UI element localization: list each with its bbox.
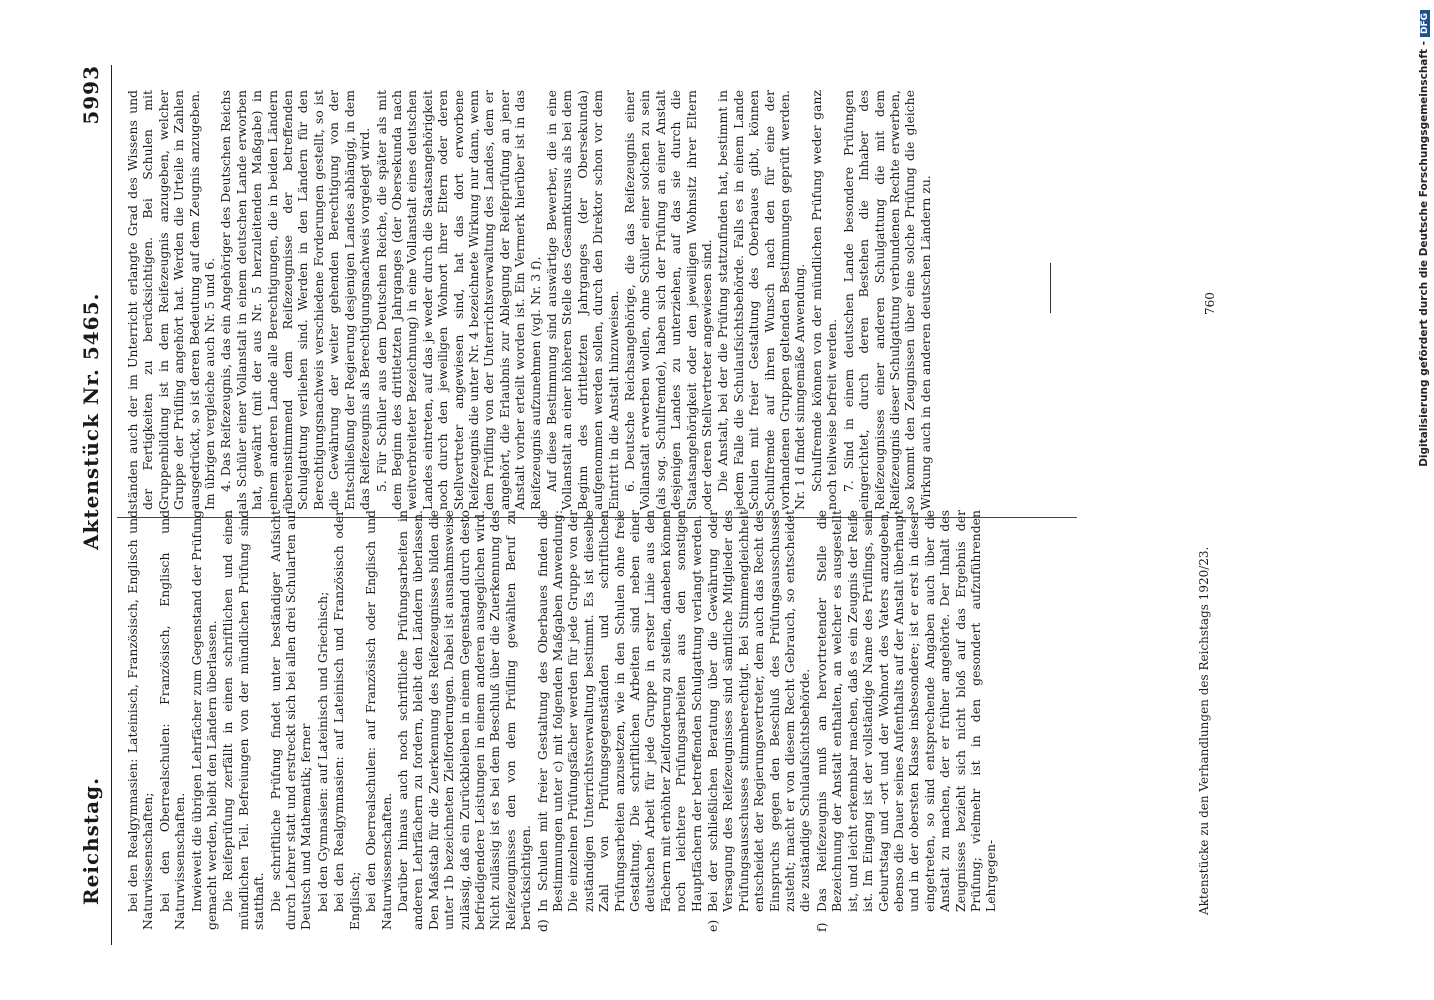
header-left: Reichstag.	[79, 776, 103, 905]
list-item	[814, 510, 999, 930]
list-text: In Schulen mit freier Gestaltung des Oberbaues finden die Bestimmungen unter c) mit folgenden Maßgaben Anwendung: Die einzelnen Prüfungsfächer werden für jede Gruppe von der zuständigen Unterrichtsverwaltung bestimmt. Es ist dieselbe Zahl von Prüfungsgegenständen und schriftlichen Prüfungsarbeiten anzusetzen, wie in den Schulen ohne freie Gestaltung. Die schriftlichen Arbeiten sind neben einer deutschen Arbeit für jede Gruppe in erster Linie aus den Fächern mit erhöhter Zielforderung zu stellen, daneben können noch leichtere Prüfungsarbeiten aus den sonstigen Hauptfächern der betreffenden Schulgattung verlangt werden.	[534, 510, 704, 912]
paragraph: 4. Das Reifezeugnis, das ein Angehöriger des Deutschen Reichs als Schüler einer Vollanstalt in einem deutschen Lande erworben hat, gewährt (mit der aus Nr. 5 herzuleitenden Maßgabe) in einem anderen Lande alle Berechtigungen, die in beiden Ländern übereinstimmend dem Reifezeugnisse der betreffenden Schulgattung verliehen sind. Werden in den Ländern für den Berechtigungsnachweis verschiedene Forderungen gestellt, so ist die Gewährung der weiter gehenden Berechtigung von der Entschließung der Regierung desjenigen Landes abhängig, in dem das Reifezeugnis als Berechtigungsnachweis vorgelegt wird.	[218, 90, 373, 510]
paragraph: 6. Deutsche Reichsangehörige, die das Reifezeugnis einer Vollanstalt erwerben wollen, ohne Schüler einer solchen zu sein (als sog. Schulfremde), haben sich der Prüfung an einer Anstalt desjenigen Landes zu unterziehen, auf das sie durch die Staatsangehörigkeit oder den jeweiligen Wohnsitz ihrer Eltern oder deren Stellvertreter angewiesen sind.	[622, 90, 715, 510]
list-marker: d)	[534, 919, 550, 932]
paragraph: Inwieweit die übrigen Lehrfächer zum Gegenstand der Prüfung gemacht werden, bleibt den Ländern überlassen.	[188, 510, 220, 930]
list-marker: f)	[813, 922, 829, 932]
paragraph: bei den Oberrealschulen: Französisch, Englisch und Naturwissenschaften.	[156, 510, 188, 930]
paragraph: ständen auch der im Unterricht erlangte Grad des Wissens und der Fertigkeiten zu berücksichtigen. Bei Schulen mit Gruppenbildung ist in dem Reifezeugnis anzugeben, welcher Gruppe der Prüfling angehört hat. Werden die Urteile in Zahlen ausgedrückt, so ist deren Bedeutung auf dem Zeugnis anzugeben. Im übrigen vergleiche auch Nr. 5 und 6.	[125, 90, 218, 510]
list-marker: e)	[705, 919, 721, 932]
header-title: Aktenstück Nr. 5465.	[79, 292, 103, 550]
paragraph: bei den Oberrealschulen: auf Französisch oder Englisch und Naturwissenschaften.	[363, 510, 394, 930]
paragraph: Die schriftliche Prüfung findet unter beständiger Aufsicht durch Lehrer statt und erstreckt sich bei allen drei Schularten auf Deutsch und Mathematik; ferner	[267, 510, 314, 930]
page-footer: Aktenstücke zu den Verhandlungen des Reichstags 1920/23.	[1197, 546, 1211, 915]
list-item	[705, 510, 813, 930]
list-item	[535, 510, 704, 930]
page-header	[75, 65, 112, 945]
paragraph: bei den Realgymnasien: Lateinisch, Französisch, Englisch und Naturwissenschaften;	[125, 510, 156, 930]
rotated-document-page	[75, 55, 1255, 955]
list-text: Bei der schließlichen Beratung über die Gewährung oder Versagung des Reifezeugnisses sind sämtliche Mitglieder des Prüfungsausschusses stimmberechtigt. Bei Stimmengleichheit entscheidet der Regierungsvertreter, dem auch das Recht des Einspruchs gegen den Beschluß des Prüfungsausschusses zusteht; macht er von diesem Recht Gebrauch, so entscheidet die zuständige Schulaufsichtsbehörde.	[705, 510, 813, 912]
footer-page-number: 760	[1203, 292, 1217, 315]
header-page-number: 5993	[79, 65, 103, 125]
digitization-credit	[1418, 10, 1432, 990]
paragraph: Die Anstalt, bei der die Prüfung stattzufinden hat, bestimmt in jedem Falle die Schulaufsichtsbehörde. Falls es in einem Lande Schulen mit freier Gestaltung des Oberbaues gibt, können Schulfremde auf ihren Wunsch nach den für eine der vorhandenen Gruppen geltenden Bestimmungen geprüft werden. Nr. 1 d findet sinngemäße Anwendung.	[715, 90, 808, 510]
paragraph: Die Reifeprüfung zerfällt in einen schriftlichen und einen mündlichen Teil. Befreiungen von der mündlichen Prüfung sind statthaft.	[220, 510, 267, 930]
paragraph: 7. Sind in einem deutschen Lande besondere Prüfungen eingerichtet, durch deren Bestehen die Inhaber des Reifezeugnisses einer anderen Schulgattung die mit dem Reifezeugnis dieser Schulgattung verbundenen Rechte erwerben, so kommt den Zeugnissen über eine solche Prüfung die gleiche Wirkung auch in den anderen deutschen Ländern zu.	[840, 90, 933, 510]
paragraph: bei den Gymnasien: auf Lateinisch und Griechisch;	[314, 591, 330, 912]
dfg-logo: DFG	[1420, 10, 1430, 37]
list-text: Das Reifezeugnis muß an hervortretender Stelle die Bezeichnung der Anstalt enthalten, an welcher es ausgestellt ist, und leicht erkennbar machen, daß es ein Zeugnis der Reife ist. Im Eingang ist der vollständige Name des Prüflings, sein Geburtstag und -ort und der Wohnort des Vaters anzugeben, ebenso die Dauer seines Aufenthalts auf der Anstalt überhaupt und in der obersten Klasse insbesondere; ist er erst in dieser eingetreten, so sind entsprechende Angaben auch über die Anstalt zu machen, der er früher angehörte. Der Inhalt des Zeugnisses bezieht sich nicht bloß auf das Ergebnis der Prüfung; vielmehr ist in den gesondert aufzuführenden Lehrgegen-	[813, 510, 999, 912]
end-rule	[1050, 263, 1051, 313]
left-column	[125, 510, 1000, 930]
paragraph: Auf diese Bestimmung sind auswärtige Bewerber, die in eine Vollanstalt an einer höheren Stelle des Gesamtkursus als bei dem Beginn des drittletzten Jahrganges (der Obersekunda) aufgenommen werden sollen, durch den Direktor schon vor dem Eintritt in die Anstalt hinzuweisen.	[543, 90, 621, 510]
credit-text: Digitalisierung gefördert durch die Deutsche Forschungsgemeinschaft -	[1418, 41, 1430, 467]
paragraph: 5. Für Schüler aus dem Deutschen Reiche, die später als mit dem Beginn des drittletzten Jahrganges (der Obersekunda nach weitverbreiteter Bezeichnung) in eine Vollanstalt eines deutschen Landes eintreten, auf das je weder durch die Staatsangehörigkeit noch durch den jeweiligen Wohnort ihrer Eltern oder deren Stellvertreter angewiesen sind, hat das dort erworbene Reifezeugnis die unter Nr. 4 bezeichnete Wirkung nur dann, wenn dem Prüfling von der Unterrichtsverwaltung des Landes, dem er angehört, die Erlaubnis zur Ablegung der Reifeprüfung an jener Anstalt vorher erteilt worden ist. Ein Vermerk hierüber ist in das Reifezeugnis aufzunehmen (vgl. Nr. 3 f).	[373, 90, 543, 510]
right-column	[125, 90, 934, 510]
paragraph: Schulfremde können von der mündlichen Prüfung weder ganz noch teilweise befreit werden.	[808, 90, 840, 510]
paragraph: Darüber hinaus auch noch schriftliche Prüfungsarbeiten in anderen Lehrfächern zu fordern, bleibt den Ländern überlassen. Den Maßstab für die Zuerkennung des Reifezeugnisses bilden die unter 1b bezeichneten Zielforderungen. Dabei ist ausnahmsweise zulässig, daß ein Zurückbleiben in einem Gegenstand durch desto befriedigendere Leistungen in einem anderen ausgeglichen wird. Nicht zulässig ist es bei dem Beschluß über die Zuerkennung des Reifezeugnisses den von dem Prüfling gewählten Beruf zu berücksichtigen.	[394, 510, 534, 930]
paragraph: bei den Realgymnasien: auf Lateinisch und Französisch oder Englisch;	[331, 510, 362, 930]
